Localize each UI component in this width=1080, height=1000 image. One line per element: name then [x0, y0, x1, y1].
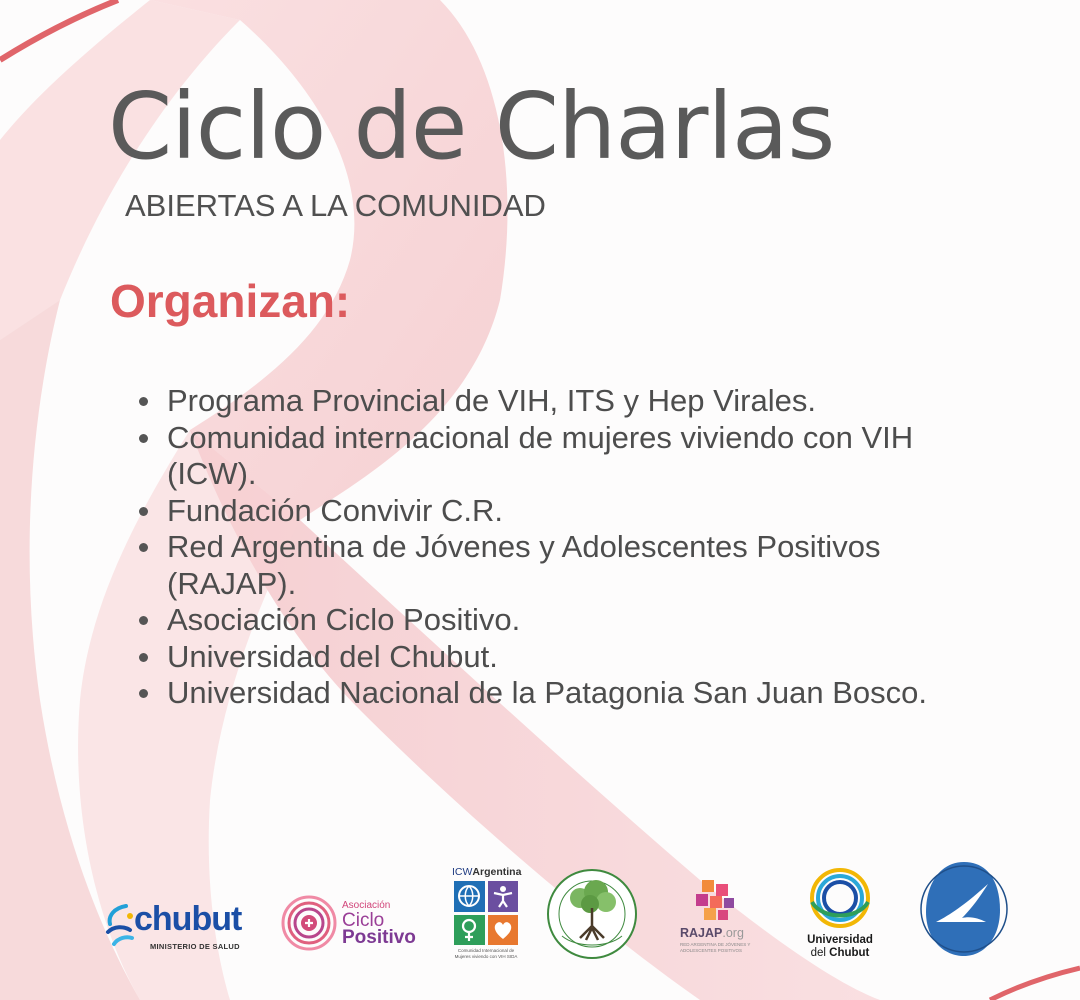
- list-item: [132, 383, 1002, 420]
- organizer-name: Programa Provincial de VIH, ITS y Hep Virales.: [167, 383, 816, 418]
- uchubut-rings-icon: [808, 866, 872, 930]
- icw-title-a: ICW: [452, 866, 473, 878]
- rajap-mosaic-icon: [694, 880, 736, 922]
- organizers-list: [132, 383, 1002, 712]
- list-item: [132, 639, 1002, 676]
- list-item: [132, 529, 1002, 602]
- heart-icon: [488, 915, 519, 946]
- subtitle: ABIERTAS A LA COMUNIDAD: [125, 188, 546, 223]
- organizer-name: Fundación Convivir C.R.: [167, 492, 503, 528]
- ciclo-positivo-logo: [280, 892, 425, 954]
- person-icon: [488, 881, 519, 912]
- rajap-name: RAJAP: [680, 926, 723, 940]
- female-symbol-icon: [454, 915, 485, 946]
- icw-footer: Comunidad Internacional de Mujeres viviendo con VIH SIDA: [454, 948, 518, 959]
- ciclo-line3: Positivo: [342, 927, 416, 948]
- unp-san-juan-bosco-logo: [918, 860, 1010, 960]
- rajap-suffix: .org: [722, 926, 744, 940]
- uchubut-line1: Universidad: [807, 934, 873, 946]
- organizer-name: Red Argentina de Jóvenes y Adolescentes Positivos (RAJAP).: [167, 529, 881, 601]
- bullet-icon: [139, 543, 148, 552]
- chubut-subtitle: MINISTERIO DE SALUD: [150, 942, 240, 951]
- bullet-icon: [139, 616, 148, 625]
- list-item: [132, 493, 1002, 530]
- fundacion-convivir-logo: [546, 868, 638, 960]
- tree-emblem-icon: [546, 868, 638, 960]
- organizer-name: Asociación Ciclo Positivo.: [167, 602, 521, 637]
- organizer-name: Comunidad internacional de mujeres viviendo con VIH (ICW).: [167, 419, 914, 491]
- organizers-heading: Organizan:: [110, 275, 351, 327]
- chubut-ministerio-logo: [104, 896, 249, 956]
- page-title: Ciclo de Charlas: [108, 73, 835, 180]
- ciclo-positivo-circle-icon: [280, 894, 338, 952]
- bullet-icon: [139, 689, 148, 698]
- icw-title-b: Argentina: [472, 866, 522, 878]
- organizer-name: Universidad Nacional de la Patagonia San Juan Bosco.: [167, 675, 927, 710]
- list-item: [132, 602, 1002, 639]
- chubut-swirl-icon: [104, 902, 138, 950]
- ciclo-line1: Asociación: [342, 900, 391, 911]
- chubut-wordmark: chubut: [134, 900, 242, 938]
- uchubut-line2: [798, 947, 882, 959]
- globe-icon: [454, 881, 485, 912]
- icw-title: [452, 866, 521, 878]
- bullet-icon: [139, 397, 148, 406]
- uchubut-line2b: Chubut: [829, 947, 870, 959]
- rajap-logo: [676, 876, 756, 956]
- rajap-wordmark: [680, 926, 744, 940]
- list-item: [132, 675, 1002, 712]
- list-item: [132, 420, 1002, 493]
- uchubut-line2a: del: [810, 947, 830, 959]
- universidad-del-chubut-logo: [798, 866, 882, 960]
- icw-icon-grid: [454, 881, 518, 945]
- organizer-name: Universidad del Chubut.: [167, 638, 498, 674]
- ciclo-line2: Ciclo: [342, 910, 385, 931]
- bullet-icon: [139, 434, 148, 443]
- icw-argentina-logo: [448, 866, 523, 966]
- bullet-icon: [139, 507, 148, 516]
- rajap-subtitle: RED ARGENTINA DE JÓVENES Y ADOLESCENTES POSITIVOS: [680, 942, 751, 953]
- bullet-icon: [139, 653, 148, 662]
- albatross-seal-icon: [918, 860, 1010, 960]
